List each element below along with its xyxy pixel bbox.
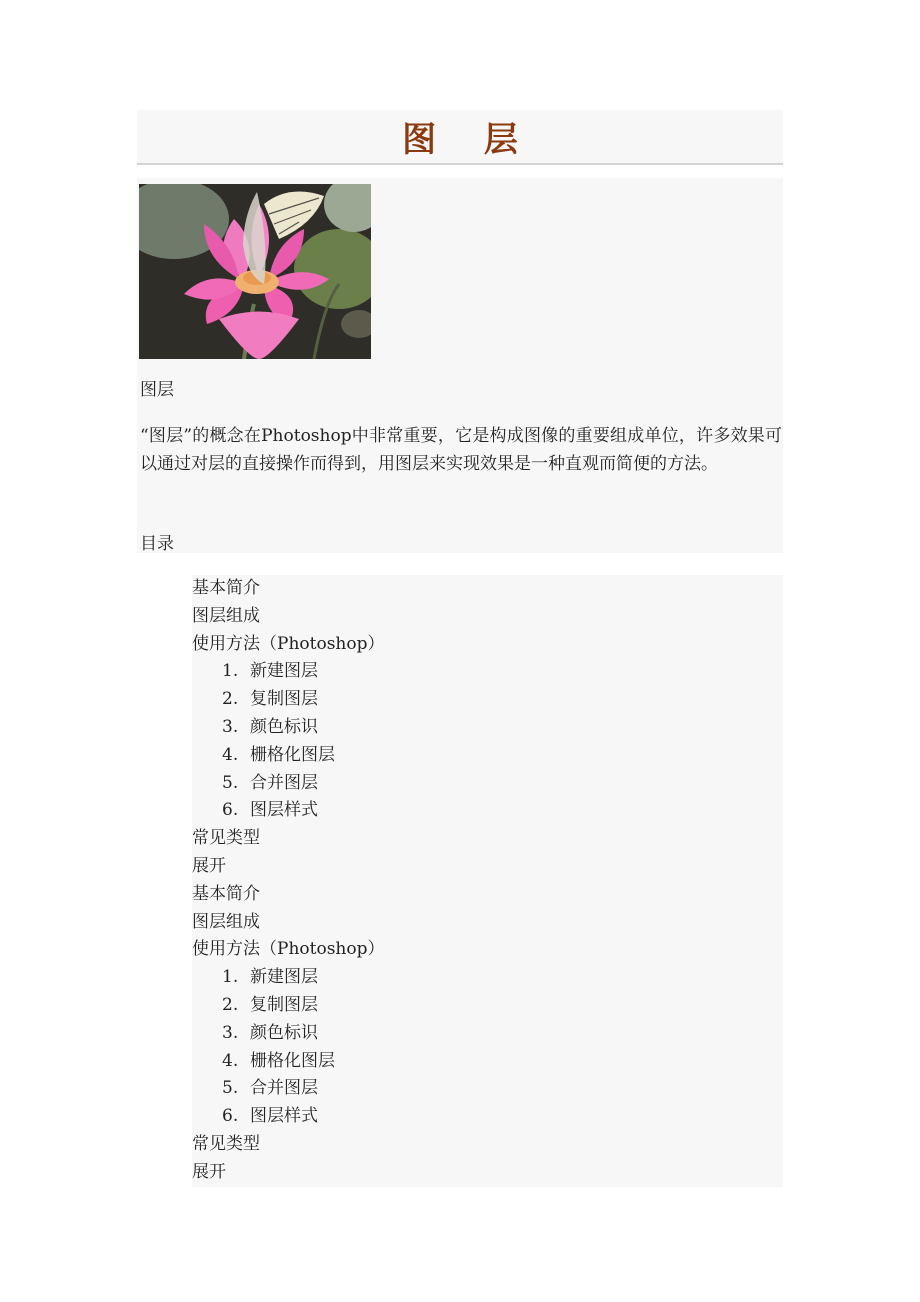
toc-item[interactable] bbox=[192, 992, 783, 1020]
toc-item-label: 基本简介 bbox=[192, 578, 260, 598]
toc-item-label: 常见类型 bbox=[192, 828, 260, 849]
toc-item[interactable] bbox=[192, 575, 783, 603]
toc-item[interactable] bbox=[192, 1020, 783, 1048]
toc-item-label: 复制图层 bbox=[250, 994, 318, 1015]
toc-item[interactable] bbox=[192, 742, 783, 770]
toc-item-number: 1. bbox=[222, 967, 239, 988]
toc-item-label: 图层样式 bbox=[250, 800, 318, 821]
toc-item[interactable] bbox=[192, 881, 783, 909]
toc-item-label: 展开 bbox=[192, 855, 226, 876]
toc-item-number: 6. bbox=[222, 1106, 239, 1127]
toc-item-label: 合并图层 bbox=[250, 772, 318, 793]
page-title: 图 层 bbox=[402, 120, 536, 160]
toc-item-label: 使用方法（Photoshop） bbox=[192, 633, 385, 654]
toc-item-label: 图层组成 bbox=[192, 911, 260, 932]
toc-item[interactable] bbox=[192, 714, 783, 742]
toc-item-label: 颜色标识 bbox=[250, 1022, 318, 1043]
toc-item-number: 1. bbox=[222, 661, 239, 682]
toc-item-label: 使用方法（Photoshop） bbox=[192, 939, 385, 960]
toc-item[interactable] bbox=[192, 1103, 783, 1131]
title-bar bbox=[137, 110, 783, 165]
toc-item-label: 颜色标识 bbox=[250, 716, 318, 737]
toc-heading: 目录 bbox=[140, 534, 174, 554]
toc-item-label: 栅格化图层 bbox=[250, 744, 335, 765]
table-of-contents bbox=[192, 575, 783, 1187]
toc-item-label: 基本简介 bbox=[192, 883, 260, 904]
toc-item[interactable] bbox=[192, 658, 783, 686]
toc-item-label: 图层组成 bbox=[192, 605, 260, 626]
toc-item[interactable] bbox=[192, 631, 783, 659]
toc-item[interactable] bbox=[192, 825, 783, 853]
toc-item-label: 合并图层 bbox=[250, 1078, 318, 1099]
toc-item[interactable] bbox=[192, 686, 783, 714]
toc-item-number: 2. bbox=[222, 689, 239, 710]
image-caption: 图层 bbox=[140, 380, 174, 400]
toc-item-label: 常见类型 bbox=[192, 1133, 260, 1154]
toc-item-label: 新建图层 bbox=[250, 661, 318, 682]
toc-item-label: 新建图层 bbox=[250, 967, 318, 988]
toc-item[interactable] bbox=[192, 909, 783, 937]
toc-item[interactable] bbox=[192, 1075, 783, 1103]
intro-section bbox=[137, 178, 783, 553]
toc-item-number: 4. bbox=[222, 1050, 239, 1071]
toc-item-label: 图层样式 bbox=[250, 1106, 318, 1127]
toc-list bbox=[192, 575, 783, 1187]
toc-item[interactable] bbox=[192, 936, 783, 964]
toc-item-number: 5. bbox=[222, 772, 239, 793]
toc-item[interactable] bbox=[192, 853, 783, 881]
toc-item-number: 3. bbox=[222, 1022, 239, 1043]
lotus-butterfly-image bbox=[139, 184, 371, 359]
toc-item[interactable] bbox=[192, 770, 783, 798]
intro-paragraph: “图层”的概念在Photoshop中非常重要，它是构成图像的重要组成单位，许多效果可以通过对层的直接操作而得到，用图层来实现效果是一种直观而简便的方法。 bbox=[140, 426, 782, 474]
toc-item-label: 展开 bbox=[192, 1161, 226, 1182]
toc-item-number: 3. bbox=[222, 716, 239, 737]
toc-item[interactable] bbox=[192, 964, 783, 992]
toc-item-number: 5. bbox=[222, 1078, 239, 1099]
toc-item-number: 6. bbox=[222, 800, 239, 821]
toc-item-label: 复制图层 bbox=[250, 689, 318, 710]
toc-item-label: 栅格化图层 bbox=[250, 1050, 335, 1071]
toc-item[interactable] bbox=[192, 1159, 783, 1187]
toc-item[interactable] bbox=[192, 797, 783, 825]
toc-item-number: 4. bbox=[222, 744, 239, 765]
toc-item[interactable] bbox=[192, 603, 783, 631]
toc-item[interactable] bbox=[192, 1048, 783, 1076]
toc-item-number: 2. bbox=[222, 994, 239, 1015]
toc-item[interactable] bbox=[192, 1131, 783, 1159]
